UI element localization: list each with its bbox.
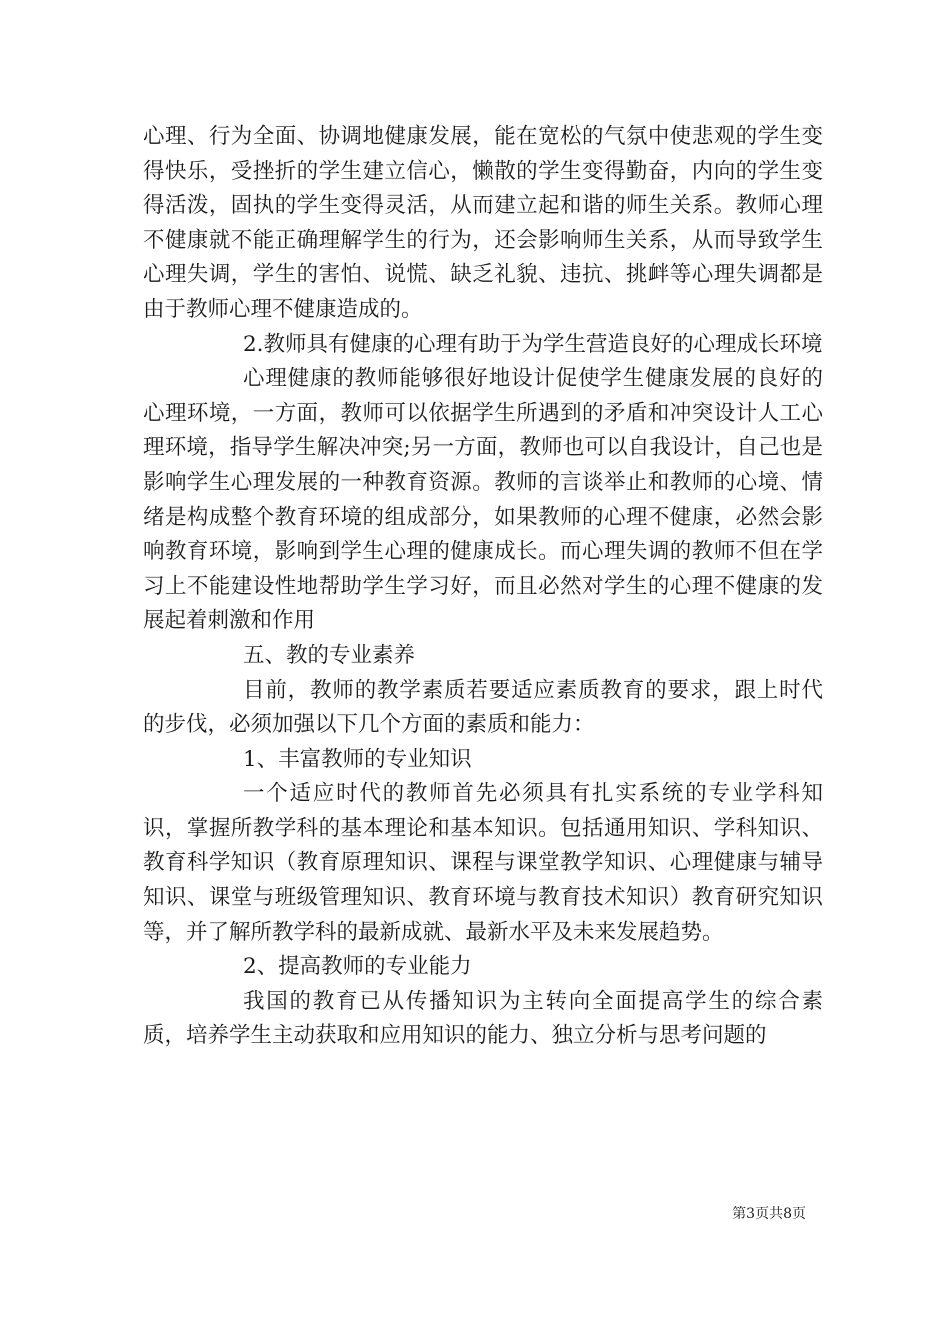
paragraph-3: 目前，教师的教学素质若要适应素质教育的要求，跟上时代的步伐，必须加强以下几个方面的素质和能力： xyxy=(143,677,823,738)
paragraph-1: 心理、行为全面、协调地健康发展，能在宽松的气氛中使悲观的学生变得快乐，受挫折的学生建立信心，懒散的学生变得勤奋，内向的学生变得活泼，固执的学生变得灵活，从而建立起和谐的师生关系。教师心理不健康就不能正确理解学生的行为，还会影响师生关系，从而导致学生心理失调，学生的害怕、说慌、缺乏礼貌、违抗、挑衅等心理失调都是由于教师心理不健康造成的。 xyxy=(143,124,823,322)
paragraph-5: 我国的教育已从传播知识为主转向全面提高学生的综合素质，培养学生主动获取和应用知识的能力、独立分析与思考问题的 xyxy=(143,988,823,1049)
section-heading-5: 五、教的专业素养 xyxy=(243,642,416,668)
section-heading-2: 2.教师具有健康的心理有助于为学生营造良好的心理成长环境 xyxy=(243,331,823,357)
page-number-footer: 第3页共8页 xyxy=(732,1206,806,1222)
subheading-2: 2、提高教师的专业能力 xyxy=(243,954,472,980)
paragraph-2: 心理健康的教师能够很好地设计促使学生健康发展的良好的心理环境，一方面，教师可以依据学生所遇到的矛盾和冲突设计人工心理环境，指导学生解决冲突;另一方面，教师也可以自我设计，自己也是影响学生心理发展的一种教育资源。教师的言谈举止和教师的心境、情绪是构成整个教育环境的组成部分，如果教师的心理不健康，必然会影响教育环境，影响到学生心理的健康成长。而心理失调的教师不但在学习上不能建设性地帮助学生学习好，而且必然对学生的心理不健康的发展起着刺激和作用 xyxy=(143,366,823,634)
subheading-1: 1、丰富教师的专业知识 xyxy=(243,746,472,772)
paragraph-4: 一个适应时代的教师首先必须具有扎实系统的专业学科知识，掌握所教学科的基本理论和基本知识。包括通用知识、学科知识、教育科学知识（教育原理知识、课程与课堂教学知识、心理健康与辅导知识、课堂与班级管理知识、教育环境与教育技术知识）教育研究知识等，并了解所教学科的最新成就、最新水平及未来发展趋势。 xyxy=(143,781,823,945)
document-body xyxy=(143,120,823,1054)
